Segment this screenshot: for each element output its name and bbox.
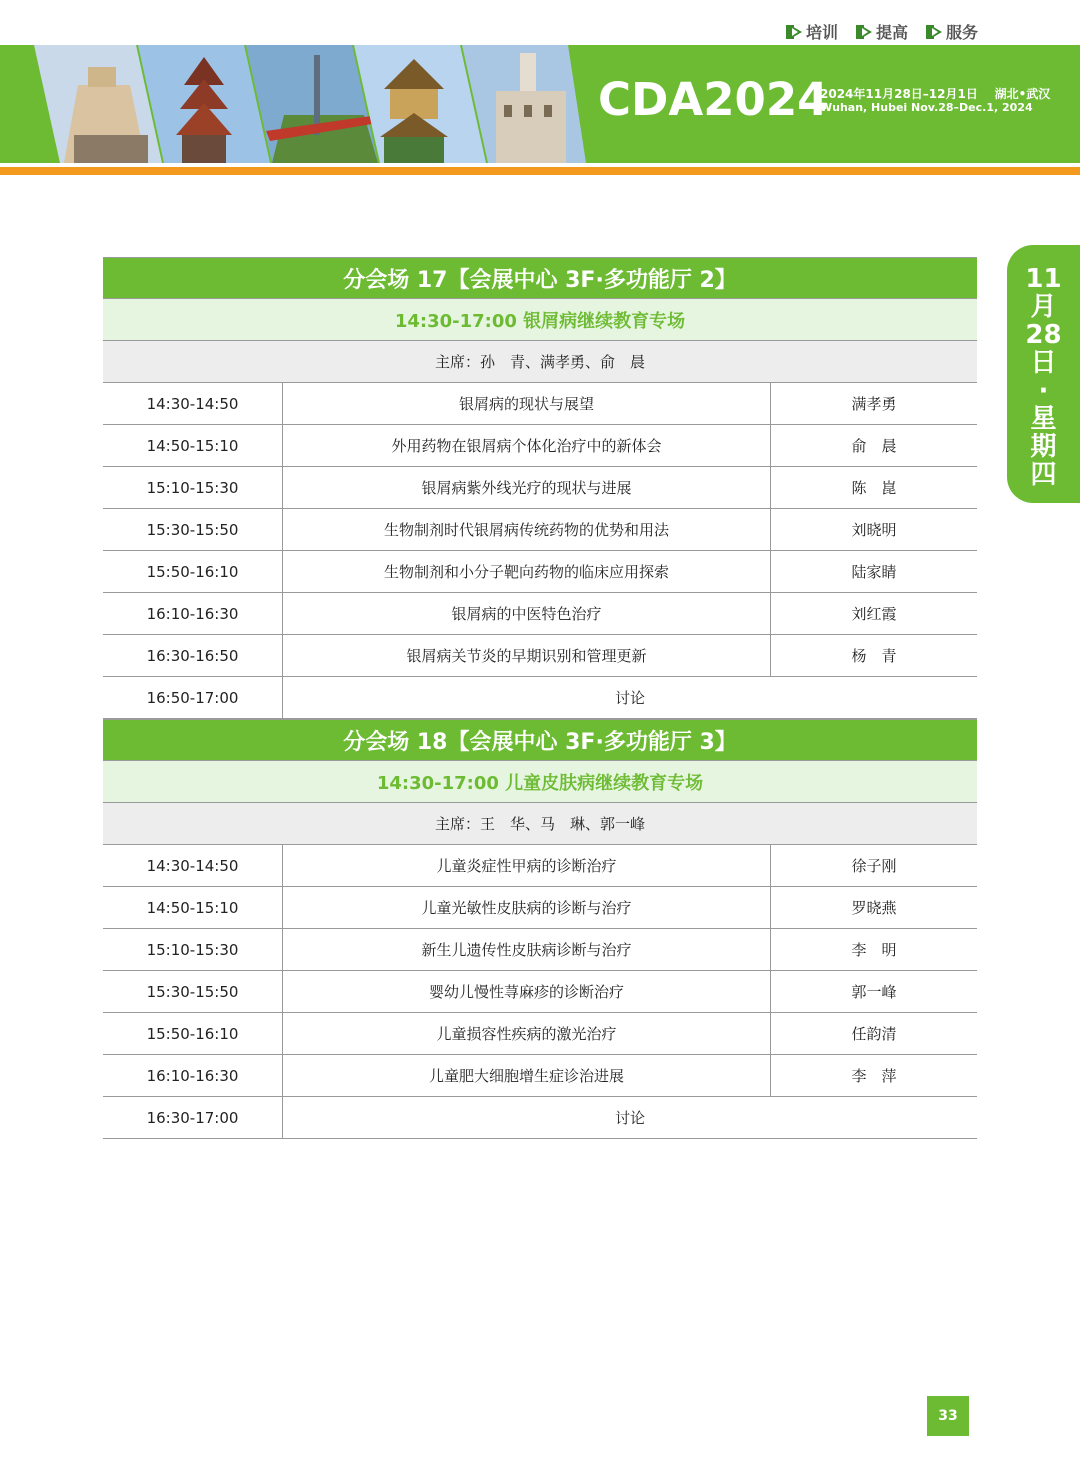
time-cell: 16:10-16:30 bbox=[103, 1055, 283, 1096]
talk-title-cell: 银屑病紫外线光疗的现状与进展 bbox=[283, 467, 771, 508]
page-number: 33 bbox=[927, 1396, 969, 1436]
talk-title-cell: 生物制剂和小分子靶向药物的临床应用探索 bbox=[283, 551, 771, 592]
date-cn: 2024年11月28日–12月1日 bbox=[820, 87, 978, 101]
side-tab-char: 星 bbox=[1030, 404, 1057, 434]
discussion-cell: 讨论 bbox=[614, 689, 645, 707]
speaker-cell: 刘红霞 bbox=[851, 605, 897, 623]
session-topic: 14:30-17:00 银屑病继续教育专场 bbox=[103, 299, 977, 341]
table-row bbox=[103, 1013, 977, 1055]
time-cell: 16:50-17:00 bbox=[103, 677, 283, 718]
speaker-cell: 李 萍 bbox=[851, 1067, 897, 1085]
talk-title-cell: 儿童损容性疾病的激光治疗 bbox=[283, 1013, 771, 1054]
brand-title: CDA2024 bbox=[598, 73, 829, 126]
location-cn: 湖北•武汉 bbox=[994, 87, 1051, 101]
table-row bbox=[103, 635, 977, 677]
time-cell: 16:30-17:00 bbox=[103, 1097, 283, 1138]
session-chairs: 主席：孙 青、满孝勇、俞 晨 bbox=[103, 341, 977, 383]
time-cell: 14:50-15:10 bbox=[103, 425, 283, 466]
speaker-cell: 李 明 bbox=[851, 941, 897, 959]
tag-label: 培训 bbox=[805, 23, 838, 42]
side-tab-char: 期 bbox=[1030, 432, 1057, 462]
talk-title-cell: 外用药物在银屑病个体化治疗中的新体会 bbox=[283, 425, 771, 466]
tag-service bbox=[926, 20, 978, 43]
time-cell: 16:10-16:30 bbox=[103, 593, 283, 634]
tag-label: 提高 bbox=[875, 23, 908, 42]
talk-title-cell: 生物制剂时代银屑病传统药物的优势和用法 bbox=[283, 509, 771, 550]
time-cell: 16:30-16:50 bbox=[103, 635, 283, 676]
time-cell: 15:30-15:50 bbox=[103, 509, 283, 550]
table-row bbox=[103, 509, 977, 551]
talk-title-cell: 新生儿遗传性皮肤病诊断与治疗 bbox=[283, 929, 771, 970]
date-en: Wuhan, Hubei Nov.28–Dec.1, 2024 bbox=[820, 101, 1033, 114]
speaker-cell: 杨 青 bbox=[851, 647, 897, 665]
talk-title-cell: 儿童肥大细胞增生症诊治进展 bbox=[283, 1055, 771, 1096]
table-row bbox=[103, 1055, 977, 1097]
speaker-cell: 陈 崑 bbox=[851, 479, 897, 497]
speaker-cell: 俞 晨 bbox=[851, 437, 897, 455]
table-row bbox=[103, 425, 977, 467]
discussion-row bbox=[103, 1097, 977, 1139]
banner-orange-stripe bbox=[0, 167, 1080, 175]
side-tab-char: 四 bbox=[1030, 460, 1057, 490]
table-row bbox=[103, 551, 977, 593]
side-tab-char: 28 bbox=[1025, 320, 1062, 350]
time-cell: 15:30-15:50 bbox=[103, 971, 283, 1012]
side-tab-char: 11 bbox=[1025, 264, 1062, 294]
time-cell: 15:10-15:30 bbox=[103, 467, 283, 508]
speaker-cell: 罗晓燕 bbox=[851, 899, 897, 917]
session-header: 分会场 18【会展中心 3F·多功能厅 3】 bbox=[103, 719, 977, 761]
tag-label: 服务 bbox=[945, 23, 978, 42]
discussion-cell: 讨论 bbox=[614, 1109, 645, 1127]
time-cell: 14:30-14:50 bbox=[103, 845, 283, 886]
side-tab-char: 日 bbox=[1030, 348, 1057, 378]
tag-training bbox=[786, 20, 838, 43]
table-row bbox=[103, 467, 977, 509]
talk-title-cell: 银屑病关节炎的早期识别和管理更新 bbox=[283, 635, 771, 676]
wuhan-landmarks-photo-strip bbox=[34, 45, 586, 163]
play-arrow-icon bbox=[786, 24, 802, 40]
table-row bbox=[103, 929, 977, 971]
time-cell: 15:10-15:30 bbox=[103, 929, 283, 970]
talk-title-cell: 儿童炎症性甲病的诊断治疗 bbox=[283, 845, 771, 886]
speaker-cell: 郭一峰 bbox=[851, 983, 897, 1001]
table-row bbox=[103, 383, 977, 425]
time-cell: 14:30-14:50 bbox=[103, 383, 283, 424]
session-topic: 14:30-17:00 儿童皮肤病继续教育专场 bbox=[103, 761, 977, 803]
header-banner bbox=[0, 45, 1080, 163]
time-cell: 14:50-15:10 bbox=[103, 887, 283, 928]
speaker-cell: 满孝勇 bbox=[851, 395, 897, 413]
session-header: 分会场 17【会展中心 3F·多功能厅 2】 bbox=[103, 257, 977, 299]
table-row bbox=[103, 593, 977, 635]
table-row bbox=[103, 887, 977, 929]
speaker-cell: 徐子刚 bbox=[851, 857, 897, 875]
table-row bbox=[103, 845, 977, 887]
talk-title-cell: 银屑病的现状与展望 bbox=[283, 383, 771, 424]
time-cell: 15:50-16:10 bbox=[103, 1013, 283, 1054]
side-date-tab bbox=[1007, 245, 1080, 503]
play-arrow-icon bbox=[926, 24, 942, 40]
side-tab-char: 月 bbox=[1030, 292, 1057, 322]
session-chairs: 主席：王 华、马 琳、郭一峰 bbox=[103, 803, 977, 845]
discussion-row bbox=[103, 677, 977, 719]
talk-title-cell: 儿童光敏性皮肤病的诊断与治疗 bbox=[283, 887, 771, 928]
tag-improve bbox=[856, 20, 908, 43]
speaker-cell: 陆家睛 bbox=[851, 563, 897, 581]
speaker-cell: 任韵清 bbox=[851, 1025, 897, 1043]
talk-title-cell: 银屑病的中医特色治疗 bbox=[283, 593, 771, 634]
table-row bbox=[103, 971, 977, 1013]
play-arrow-icon bbox=[856, 24, 872, 40]
side-tab-char: · bbox=[1038, 376, 1049, 406]
schedule-table bbox=[103, 257, 977, 1139]
brand-date bbox=[820, 87, 1050, 115]
talk-title-cell: 婴幼儿慢性荨麻疹的诊断治疗 bbox=[283, 971, 771, 1012]
time-cell: 15:50-16:10 bbox=[103, 551, 283, 592]
speaker-cell: 刘晓明 bbox=[851, 521, 897, 539]
header-tagline bbox=[786, 20, 978, 43]
